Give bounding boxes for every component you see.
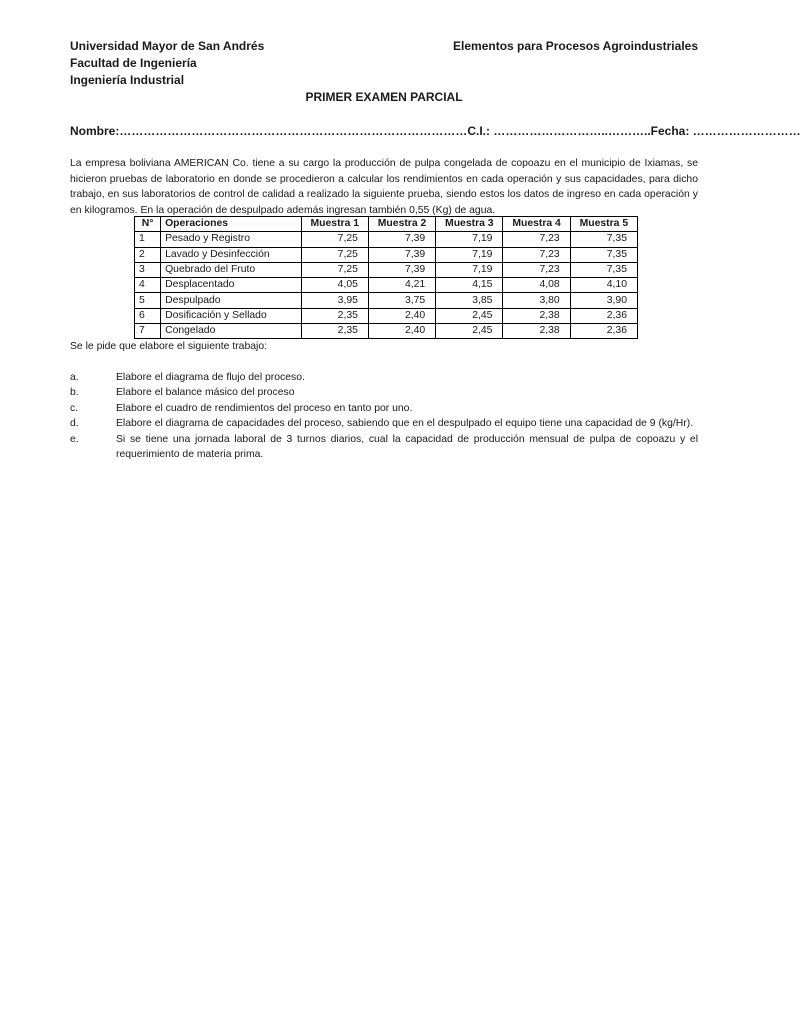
sample-value-cell: 2,35 [301, 324, 368, 339]
row-number-cell: 3 [135, 262, 161, 277]
sample-value-cell: 4,05 [301, 278, 368, 293]
sample-value-cell: 3,90 [570, 293, 637, 308]
sample-value-cell: 3,85 [436, 293, 503, 308]
task-letter: a. [70, 372, 79, 383]
sample-value-cell: 4,21 [368, 278, 435, 293]
sample-value-cell: 7,39 [368, 232, 435, 247]
sample-value-cell: 2,45 [436, 324, 503, 339]
faculty-name: Facultad de Ingeniería [70, 56, 197, 70]
operation-cell: Lavado y Desinfección [161, 247, 302, 262]
task-text: Elabore el cuadro de rendimientos del proceso en tanto por uno. [116, 402, 413, 414]
sample-value-cell: 7,19 [436, 247, 503, 262]
row-number-cell: 2 [135, 247, 161, 262]
sample-value-cell: 4,15 [436, 278, 503, 293]
column-header: Muestra 4 [503, 217, 570, 232]
sample-value-cell: 3,95 [301, 293, 368, 308]
task-letter: e. [70, 433, 79, 445]
table-row [135, 262, 638, 277]
sample-value-cell: 4,08 [503, 278, 570, 293]
sample-value-cell: 7,19 [436, 232, 503, 247]
column-header: Muestra 5 [570, 217, 637, 232]
row-number-cell: 1 [135, 232, 161, 247]
university-name: Universidad Mayor de San Andrés [70, 39, 265, 53]
sample-value-cell: 3,75 [368, 293, 435, 308]
table-row [135, 278, 638, 293]
sample-value-cell: 7,35 [570, 262, 637, 277]
table-row [135, 308, 638, 323]
column-header: Muestra 2 [368, 217, 435, 232]
sample-value-cell: 3,80 [503, 293, 570, 308]
list-item [70, 416, 698, 431]
sample-value-cell: 7,25 [301, 262, 368, 277]
sample-value-cell: 7,35 [570, 247, 637, 262]
sample-value-cell: 7,19 [436, 262, 503, 277]
sample-data-table [134, 216, 638, 339]
operation-cell: Despulpado [161, 293, 302, 308]
task-list [70, 370, 698, 462]
column-header: Operaciones [161, 217, 302, 232]
sample-value-cell: 7,23 [503, 247, 570, 262]
sample-value-cell: 2,38 [503, 308, 570, 323]
task-text: Elabore el diagrama de flujo del proceso. [116, 372, 305, 383]
row-number-cell: 5 [135, 293, 161, 308]
list-item [70, 432, 698, 463]
table-body [135, 232, 638, 339]
operation-cell: Dosificación y Sellado [161, 308, 302, 323]
department-name: Ingeniería Industrial [70, 73, 185, 87]
sample-value-cell: 7,25 [301, 247, 368, 262]
task-letter: d. [70, 418, 79, 430]
sample-value-cell: 2,45 [436, 308, 503, 323]
task-text: Elabore el diagrama de capacidades del proceso, sabiendo que en el despulpado el equipo tiene una capacidad de 9 (kg/Hr). [116, 418, 694, 430]
operation-cell: Desplacentado [161, 278, 302, 293]
row-number-cell: 4 [135, 278, 161, 293]
column-header: Muestra 3 [436, 217, 503, 232]
sample-value-cell: 2,40 [368, 308, 435, 323]
column-header: N° [135, 217, 161, 232]
table-row [135, 324, 638, 339]
sample-value-cell: 7,35 [570, 232, 637, 247]
student-info-line: Nombre:……………………………………………………………………………C.I.: ………………………..………..Fecha: ……………………… [70, 124, 801, 138]
sample-value-cell: 7,39 [368, 247, 435, 262]
table-row [135, 247, 638, 262]
sample-value-cell: 2,35 [301, 308, 368, 323]
sample-value-cell: 7,39 [368, 262, 435, 277]
list-item [70, 385, 698, 400]
operation-cell: Congelado [161, 324, 302, 339]
sample-value-cell: 2,38 [503, 324, 570, 339]
task-text: Si se tiene una jornada laboral de 3 turnos diarios, cual la capacidad de producción mensual de pulpa de copoazu y el requerimiento de materia prima. [116, 433, 698, 461]
operation-cell: Pesado y Registro [161, 232, 302, 247]
sample-value-cell: 4,10 [570, 278, 637, 293]
sample-value-cell: 2,36 [570, 308, 637, 323]
row-number-cell: 7 [135, 324, 161, 339]
operation-cell: Quebrado del Fruto [161, 262, 302, 277]
table-header-row [135, 217, 638, 232]
table-row [135, 293, 638, 308]
problem-statement: La empresa boliviana AMERICAN Co. tiene a su cargo la producción de pulpa congelada de copoazu en el municipio de Ixiamas, se hicieron pruebas de laboratorio en donde se procedieron a calcular los rendimientos en cada operación y sus capacidades, para dicho trabajo, en sus laboratorios de control de calidad a realizado la siguiente prueba, siendo estos los datos de ingreso en cada operación y en kilogramos. En la operación de despulpado además ingresan también 0,55 (Kg) de agua. [70, 158, 698, 216]
task-intro: Se le pide que elabore el siguiente trabajo: [70, 341, 267, 352]
table-row [135, 232, 638, 247]
institution-block [70, 38, 264, 89]
task-letter: b. [70, 387, 79, 399]
row-number-cell: 6 [135, 308, 161, 323]
sample-value-cell: 7,23 [503, 262, 570, 277]
task-letter: c. [70, 402, 79, 414]
task-text: Elabore el balance másico del proceso [116, 387, 295, 399]
column-header: Muestra 1 [301, 217, 368, 232]
list-item [70, 401, 698, 416]
list-item [70, 370, 698, 385]
sample-value-cell: 2,40 [368, 324, 435, 339]
sample-value-cell: 2,36 [570, 324, 637, 339]
sample-value-cell: 7,25 [301, 232, 368, 247]
sample-value-cell: 7,23 [503, 232, 570, 247]
course-name: Elementos para Procesos Agroindustriales [453, 39, 698, 53]
exam-title: PRIMER EXAMEN PARCIAL [305, 90, 463, 104]
